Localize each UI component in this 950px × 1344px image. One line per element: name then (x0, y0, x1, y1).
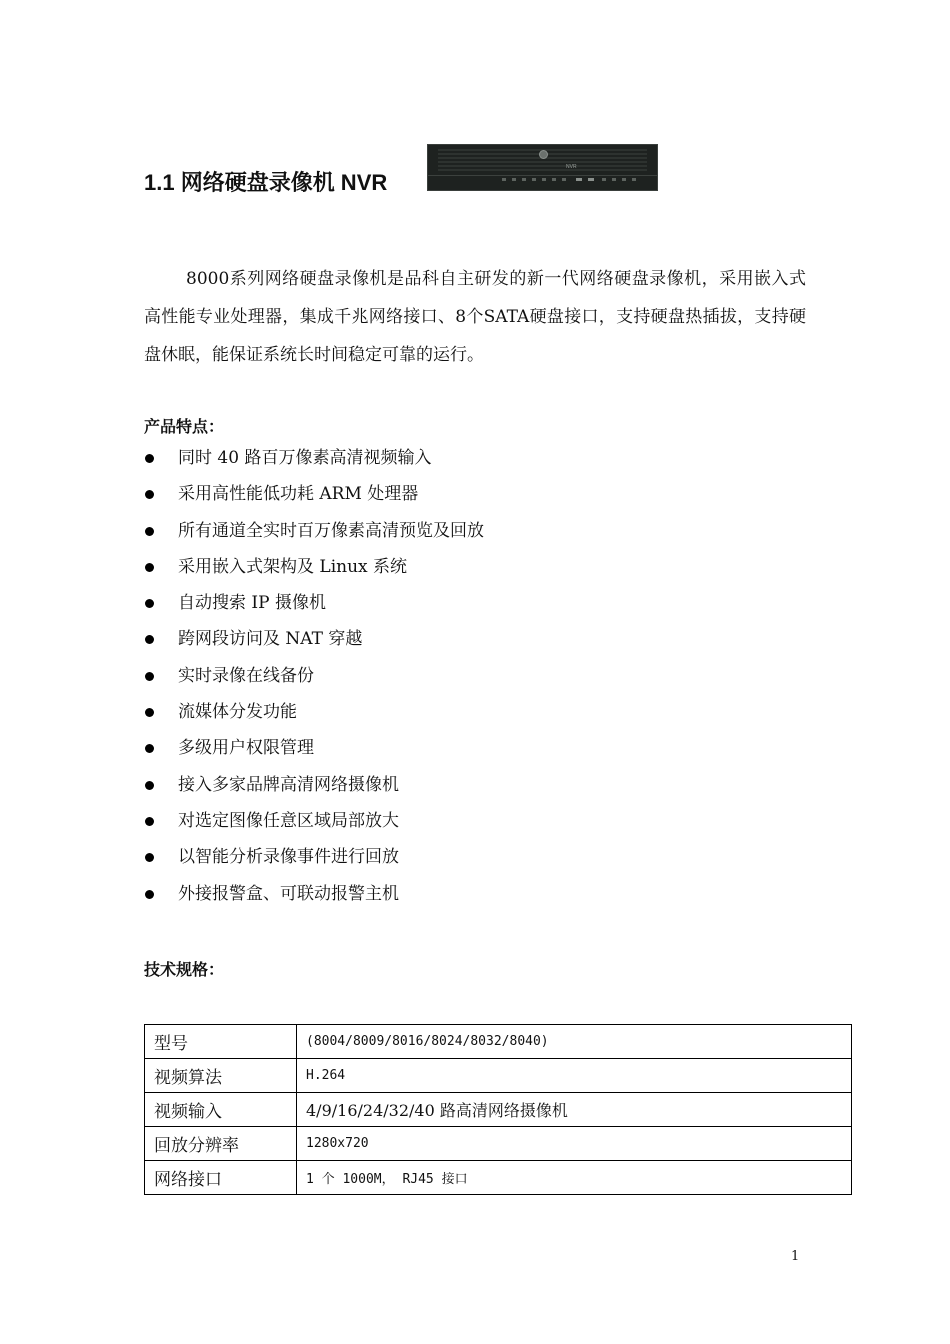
spec-value: 1280x720 (297, 1127, 852, 1161)
spec-value: (8004/8009/8016/8024/8032/8040) (297, 1025, 852, 1059)
table-row (145, 1025, 852, 1059)
list-item: 跨网段访问及 NAT 穿越 (144, 621, 484, 657)
spec-value: 1 个 1000M， RJ45 接口 (297, 1161, 852, 1195)
features-title: 产品特点： (144, 417, 225, 436)
table-row (145, 1059, 852, 1093)
list-item: 以智能分析录像事件进行回放 (144, 839, 484, 875)
device-logo: NVR (566, 164, 577, 170)
nvr-device-image (427, 144, 658, 191)
list-item: 同时 40 路百万像素高清视频输入 (144, 440, 484, 476)
list-item: 实时录像在线备份 (144, 658, 484, 694)
spec-label: 视频算法 (145, 1059, 297, 1093)
spec-value: 4/9/16/24/32/40 路高清网络摄像机 (297, 1093, 852, 1127)
spec-label: 网络接口 (145, 1161, 297, 1195)
section-heading: 1.1 网络硬盘录像机 NVR (144, 170, 388, 195)
bullet-icon (145, 490, 154, 499)
list-item: 外接报警盒、可联动报警主机 (144, 876, 484, 912)
list-item: 流媒体分发功能 (144, 694, 484, 730)
table-row (145, 1127, 852, 1161)
bullet-icon (145, 599, 154, 608)
intro-paragraph: 8000系列网络硬盘录像机是品科自主研发的新一代网络硬盘录像机，采用嵌入式高性能专业处理器，集成千兆网络接口、8个SATA硬盘接口，支持硬盘热插拔，支持硬盘休眠，能保证系统长时间稳定可靠的运行。 (144, 269, 806, 365)
list-item: 多级用户权限管理 (144, 730, 484, 766)
bullet-icon (145, 744, 154, 753)
bullet-icon (145, 527, 154, 536)
bullet-icon (145, 672, 154, 681)
bullet-icon (145, 635, 154, 644)
spec-label: 视频输入 (145, 1093, 297, 1127)
spec-title: 技术规格： (144, 960, 225, 979)
list-item: 对选定图像任意区域局部放大 (144, 803, 484, 839)
page-number: 1 (791, 1249, 800, 1264)
bullet-icon (145, 781, 154, 790)
table-row (145, 1161, 852, 1195)
list-item: 自动搜索 IP 摄像机 (144, 585, 484, 621)
table-row (145, 1093, 852, 1127)
bullet-icon (145, 563, 154, 572)
spec-value: H.264 (297, 1059, 852, 1093)
list-item: 所有通道全实时百万像素高清预览及回放 (144, 513, 484, 549)
features-list (144, 440, 484, 912)
bullet-icon (145, 708, 154, 717)
power-button-icon (539, 150, 548, 159)
bullet-icon (145, 890, 154, 899)
spec-label: 回放分辨率 (145, 1127, 297, 1161)
bullet-icon (145, 853, 154, 862)
bullet-icon (145, 454, 154, 463)
list-item: 接入多家品牌高清网络摄像机 (144, 767, 484, 803)
bullet-icon (145, 817, 154, 826)
spec-label: 型号 (145, 1025, 297, 1059)
list-item: 采用高性能低功耗 ARM 处理器 (144, 476, 484, 512)
list-item: 采用嵌入式架构及 Linux 系统 (144, 549, 484, 585)
spec-table (144, 1024, 852, 1195)
